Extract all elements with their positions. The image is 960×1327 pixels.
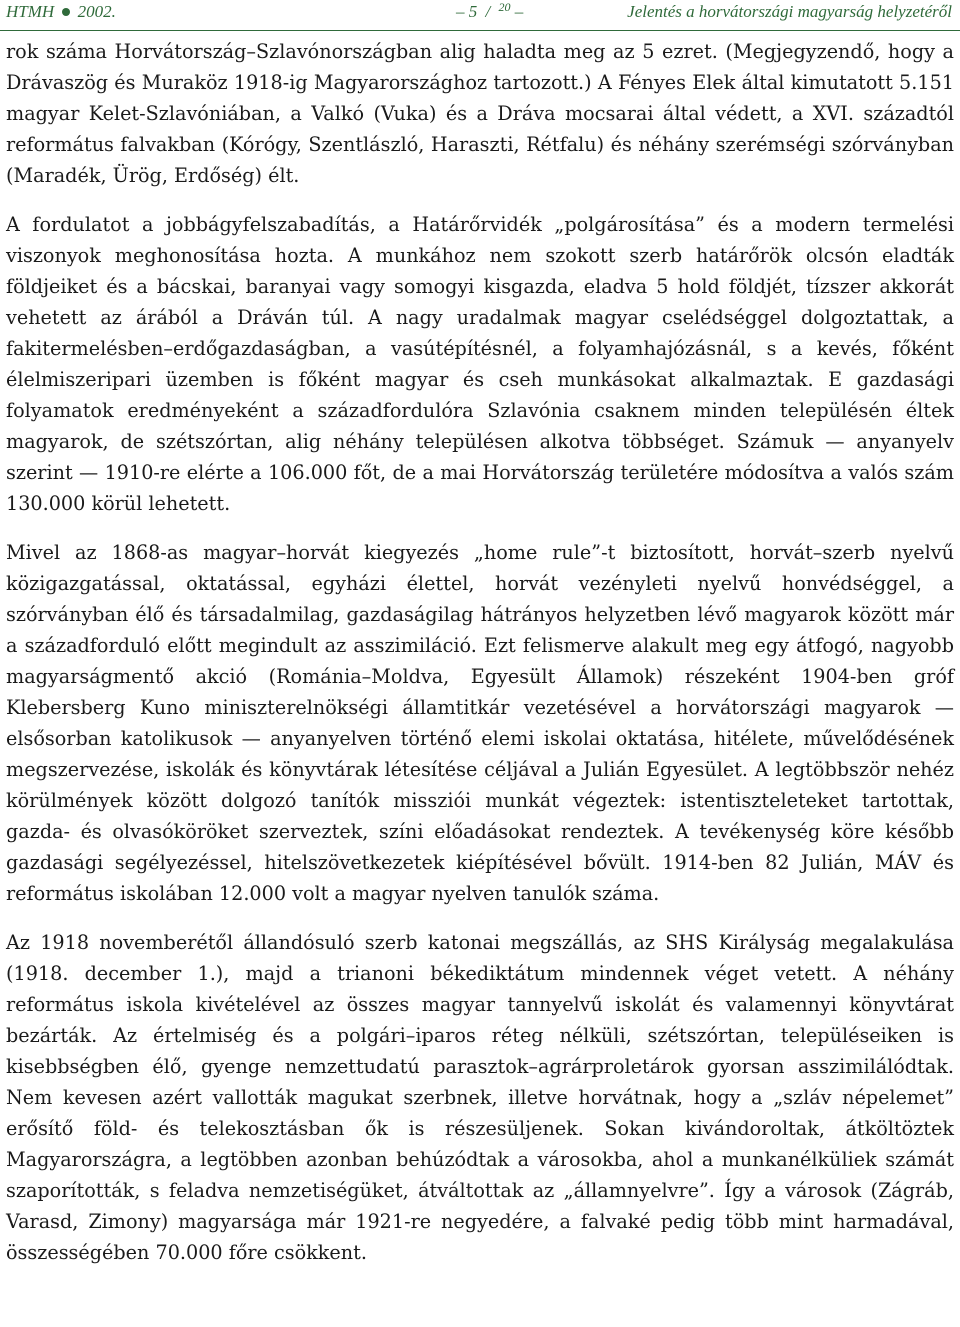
- page-number: [456, 2, 523, 22]
- page-current: 5: [468, 2, 478, 21]
- page-total: 20: [498, 0, 511, 14]
- section-title: Jelentés a horvátországi magyarság helyzetéről: [627, 2, 952, 21]
- header-divider: [0, 30, 960, 31]
- journal-name: HTMH: [6, 2, 55, 21]
- paragraph-1: rok száma Horvátország–Szlavónországban alig haladta meg az 5 ezret. (Megjegyzendő, hogy a Drávaszög és Muraköz 1918-ig Magyarországhoz tartozott.) A Fényes Elek által kimutatott 5.151 magyar Kelet-Szlavóniában, a Valkó (Vuka) és a Dráva mocsarai által védett, a XVI. századtól református falvakban (Kórógy, Szentlászló, Haraszti, Rétfalu) és néhány szerémségi szórványban (Maradék, Ürög, Erdőség) élt.: [6, 40, 954, 187]
- header-journal: [6, 2, 116, 22]
- page-header: [6, 0, 952, 28]
- bullet-icon: [62, 8, 70, 16]
- paragraph-3: Mivel az 1868-as magyar–horvát kiegyezés „home rule”-t biztosított, horvát–szerb nyelvű közigazgatással, oktatással, egyházi élettel, horvát vezényleti nyelvű honvédséggel, a szórványban élő és társadalmilag, gazdaságilag hátrányos helyzetben lévő magyarok között már a századforduló előtt megindult az asszimiláció. Ezt felismerve alakult meg egy átfogó, nagyobb magyarságmentő akció (Románia–Moldva, Egyesült Államok) részeként 1904-ben gróf Klebersberg Kuno miniszterelnökségi államtitkár vezetésével a horvátországi magyarok — elsősorban katolikusok — anyanyelven történő elemi iskolai oktatása, hitélete, művelődésének megszervezése, iskolák és könyvtárak létesítése céljával a Julián Egyesület. A legtöbbször nehéz körülmények között dolgozó tanítók missziói munkát végeztek: istentiszteleteket tartottak, gazda- és olvasóköröket szerveztek, színi előadásokat rendeztek. A tevékenység köre később gazdasági segélyezéssel, hitelszövetkezetek kiépítésével bővült. 1914-ben 82 Julián, MÁV és református iskolában 12.000 volt a magyar nyelven tanulók száma.: [6, 541, 954, 905]
- page-separator: /: [485, 2, 491, 21]
- dash-left: –: [456, 2, 465, 21]
- paragraph-2: A fordulatot a jobbágyfelszabadítás, a Határőrvidék „polgárosítása” és a modern termelési viszonyok meghonosítása hozta. A munkához nem szokott szerb határőrök olcsón eladták földjeiket és a bácskai, baranyai vagy somogyi kisgazda, eladva 5 hold földjét, tízszer akkorát vehetett az árából a Dráván túl. A nagy uradalmak magyar cselédséggel dolgoztattak, a fakitermelésben–erdőgazdaságban, a vasútépítésnél, a folyamhajózásnál, s a kevés, főként élelmiszeripari üzemben is főként magyar és cseh munkásokat alkalmaztak. E gazdasági folyamatok eredményeként a századfordulóra Szlavónia csaknem minden településén éltek magyarok, de szétszórtan, alig néhány településen alkotva többséget. Számuk — anyanyelv szerint — 1910-re elérte a 106.000 főt, de a mai Horvátország területére módosítva a valós szám 130.000 körül lehetett.: [6, 213, 954, 515]
- paragraph-4: Az 1918 novemberétől állandósuló szerb katonai megszállás, az SHS Királyság megalakulása (1918. december 1.), majd a trianoni békediktátum mindennek véget vetett. A néhány református iskola kivételével az összes magyar tannyelvű iskolát és valamennyi könyvtárat bezárták. Az értelmiség és a polgári–iparos réteg nélküli, szétszórtan, településeiken is kisebbségben élő, gyenge nemzettudatú parasztok–agrárproletárok gyorsan asszimilálódtak. Nem kevesen azért vallották magukat szerbnek, illetve horvátnak, hogy a „szláv népelemet” erősítő föld- és telekosztásban ők is részesüljenek. Sokan kivándoroltak, átköltöztek Magyarországra, a legtöbben azonban behúzódtak a városokba, ahol a munkanélküliek számát szaporították, s feladva nemzetiségüket, átváltottak az „államnyelvre”. Így a városok (Zágráb, Varasd, Zimony) magyarsága már 1921-re negyedére, a falvaké pedig több mint harmadával, összességében 70.000 főre csökkent.: [6, 931, 954, 1264]
- journal-year: 2002.: [77, 2, 116, 21]
- article-body: [6, 36, 954, 1286]
- dash-right: –: [514, 2, 524, 21]
